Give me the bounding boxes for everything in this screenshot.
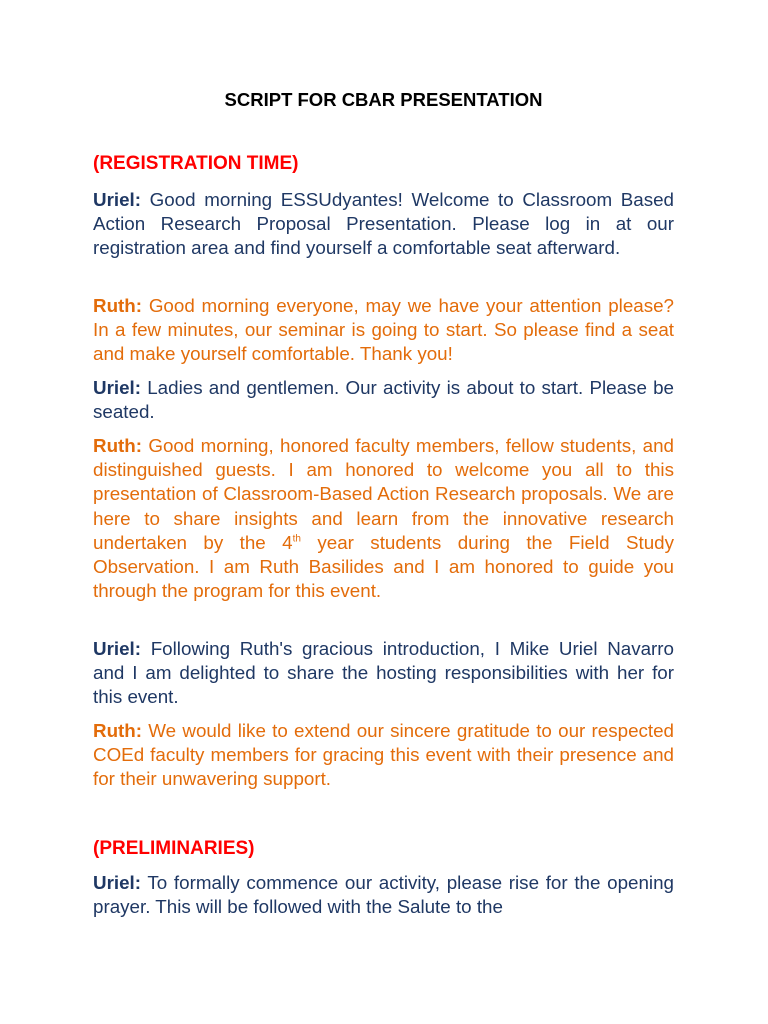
line-text: Good morning, honored faculty members, fellow students, and distinguished guests. I am honored to welcome you all to this presentation of Classroom-Based Action Research proposals. We are here to share insights and learn from the innovative research undertaken by the 4: [93, 435, 675, 553]
line-text: Ladies and gentlemen. Our activity is about to start. Please be seated.: [93, 377, 674, 423]
line-text: Good morning everyone, may we have your attention please? In a few minutes, our seminar is going to start. So please find a seat and make yourself comfortable. Thank you!: [93, 295, 674, 365]
script-line-ruth-3: [93, 719, 674, 792]
script-line-ruth-2: [93, 434, 674, 603]
line-text: Following Ruth's gracious introduction, I Mike Uriel Navarro and I am delighted to share the hosting responsibilities with her for this event.: [93, 638, 675, 708]
speaker-label: Uriel:: [93, 638, 142, 659]
script-line-uriel-4: [93, 871, 674, 919]
speaker-label: Ruth:: [93, 295, 143, 316]
script-line-ruth-1: [93, 294, 674, 367]
script-line-uriel-3: [93, 637, 674, 710]
speaker-label: Uriel:: [93, 189, 142, 210]
speaker-label: Uriel:: [93, 377, 142, 398]
section-heading-registration: (REGISTRATION TIME): [93, 153, 299, 174]
ordinal-suffix: th: [292, 533, 301, 545]
script-line-uriel-1: [93, 188, 674, 261]
script-line-uriel-2: [93, 376, 674, 424]
speaker-label: Uriel:: [93, 872, 142, 893]
section-heading-preliminaries: (PRELIMINARIES): [93, 838, 255, 859]
line-text: To formally commence our activity, please rise for the opening prayer. This will be followed with the Salute to the: [93, 872, 674, 918]
line-text: Good morning ESSUdyantes! Welcome to Classroom Based Action Research Proposal Presentation. Please log in at our registration area and find yourself a comfortable seat afterward.: [93, 189, 674, 259]
line-text-continued: year students during the Field Study Observation. I am Ruth Basilides and I am honored to guide you through the program for this event.: [93, 531, 674, 602]
line-text: We would like to extend our sincere gratitude to our respected COEd faculty members for gracing this event with their presence and for their unwavering support.: [93, 720, 675, 790]
document-title: SCRIPT FOR CBAR PRESENTATION: [224, 89, 543, 110]
speaker-label: Ruth:: [93, 435, 143, 456]
speaker-label: Ruth:: [93, 720, 143, 741]
